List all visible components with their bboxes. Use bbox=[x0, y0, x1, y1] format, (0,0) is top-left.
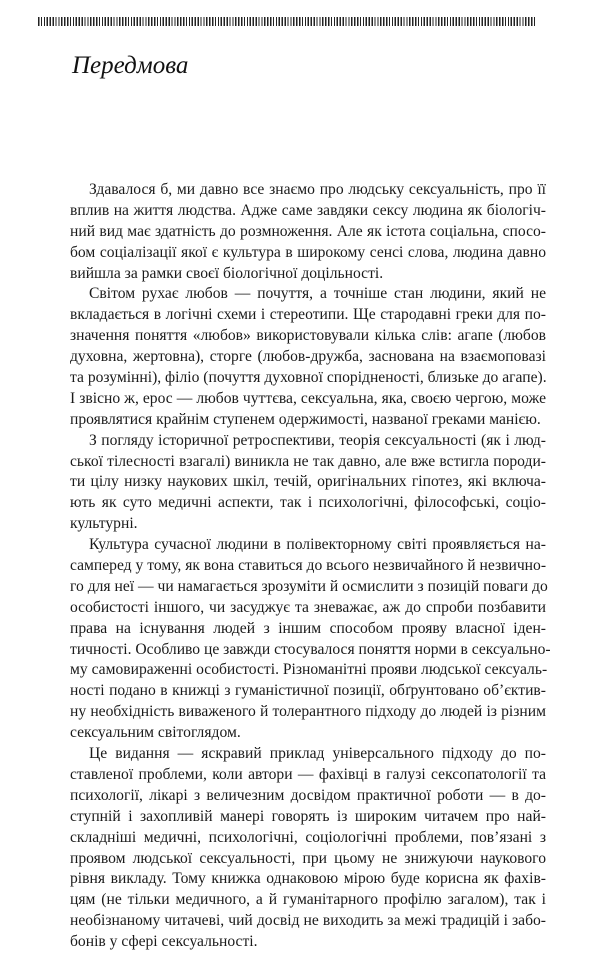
text-line: бом соціалізації якої є культура в широкому сенсі слова, людина давно bbox=[70, 243, 546, 261]
text-line: самперед у тому, як вона ставиться до всього незвичайного й незвично- bbox=[70, 557, 547, 575]
text-line: го для неї — чи намагається зрозуміти й осмислити з позицій поваги до bbox=[70, 577, 548, 595]
text-line: Здавалося б, ми давно все знаємо про людську сексуальність, про її bbox=[89, 181, 546, 198]
text-line: права на існування людей з іншим способом прояву власної іден- bbox=[70, 619, 546, 637]
text-line: особистості іншого, чи засуджує та зневажає, аж до спроби позбавити bbox=[70, 598, 546, 616]
text-line: рівня викладу. Тому книжка однаковою мірою буде корисна як фахів- bbox=[70, 870, 546, 888]
body-text bbox=[70, 180, 551, 953]
text-line: ступній і захопливій манері говорять із широким читачем про най- bbox=[70, 807, 546, 825]
text-line: ської тілесності взагалі) виникла не так давно, але вже встигла породи- bbox=[70, 452, 546, 470]
text-line: Культура сучасної людини в полівекторному світі проявляється на- bbox=[89, 536, 546, 554]
text-line: ти цілу низку наукових шкіл, течій, оригінальних гіпотез, які включа- bbox=[70, 473, 546, 491]
text-line: проявом людської сексуальності, при цьому не знижуючи наукового bbox=[70, 849, 546, 867]
text-line: ну необхідність виваженого й толерантного підходу до людей із різним bbox=[70, 703, 546, 721]
text-line: му самовираженні особистості. Різноманітні прояви людської сексуаль- bbox=[70, 661, 548, 679]
text-line: вийшла за рамки своєї біологічної доцільності. bbox=[70, 264, 384, 282]
paragraph bbox=[70, 744, 546, 953]
text-line: духовна, жертовна), сторге (любов-дружба, заснована на взаємоповазі bbox=[70, 348, 546, 366]
paragraph bbox=[70, 180, 546, 284]
text-line: необізнаному читачеві, чий досвід не виходить за межі традицій і забо- bbox=[70, 912, 546, 930]
text-line: ності подано в книжці з гуманістичної позиції, обґрунтовано об’єктив- bbox=[70, 682, 546, 700]
text-line: вплив на життя людства. Адже саме завдяки сексу людина як біологіч- bbox=[70, 201, 546, 219]
header-decorative-rule bbox=[38, 17, 535, 26]
page-title: Передмова bbox=[72, 52, 189, 79]
text-line: ставленої проблеми, коли автори — фахівці в галузі сексопатології та bbox=[70, 765, 546, 783]
text-line: вкладається в логічні схеми і стереотипи. Ще стародавні греки для по- bbox=[70, 306, 546, 324]
text-line: сексуальним світоглядом. bbox=[70, 724, 241, 742]
text-line: цям (не тільки медичного, а й гуманітарного профілю загалом), так і bbox=[70, 891, 546, 909]
text-line: проявлятися крайнім ступенем одержимості, названої греками манією. bbox=[70, 410, 541, 428]
text-line: І звісно ж, ерос — любов чуттєва, сексуальна, яка, своєю чергою, може bbox=[70, 389, 546, 407]
text-line: культурні. bbox=[70, 515, 138, 533]
text-line: бонів у сфері сексуальності. bbox=[70, 933, 258, 951]
text-line: ний вид має здатність до розмноження. Але як істота соціальна, спосо- bbox=[70, 222, 546, 240]
text-line: психології, лікарі з величезним досвідом практичної роботи — в до- bbox=[70, 786, 546, 804]
text-line: значення поняття «любов» використовували кілька слів: агапе (любов bbox=[70, 327, 546, 345]
paragraph bbox=[70, 431, 546, 535]
paragraph bbox=[70, 284, 546, 430]
text-line: складніші медичні, психологічні, соціологічні проблеми, пов’язані з bbox=[70, 828, 546, 846]
text-line: та розумінні), філіо (почуття духовної спорідненості, близьке до агапе). bbox=[70, 369, 547, 387]
text-line: Це видання — яскравий приклад універсального підходу до по- bbox=[89, 745, 546, 763]
text-line: тичності. Особливо це завжди стосувалося поняття норми в сексуально- bbox=[70, 640, 551, 658]
paragraph bbox=[70, 535, 551, 744]
text-line: Світом рухає любов — почуття, а точніше стан людини, який не bbox=[89, 285, 546, 303]
text-line: ють як суто медичні аспекти, так і психологічні, філософські, соціо- bbox=[70, 494, 546, 512]
text-line: З погляду історичної ретроспективи, теорія сексуальності (як і люд- bbox=[89, 431, 546, 449]
